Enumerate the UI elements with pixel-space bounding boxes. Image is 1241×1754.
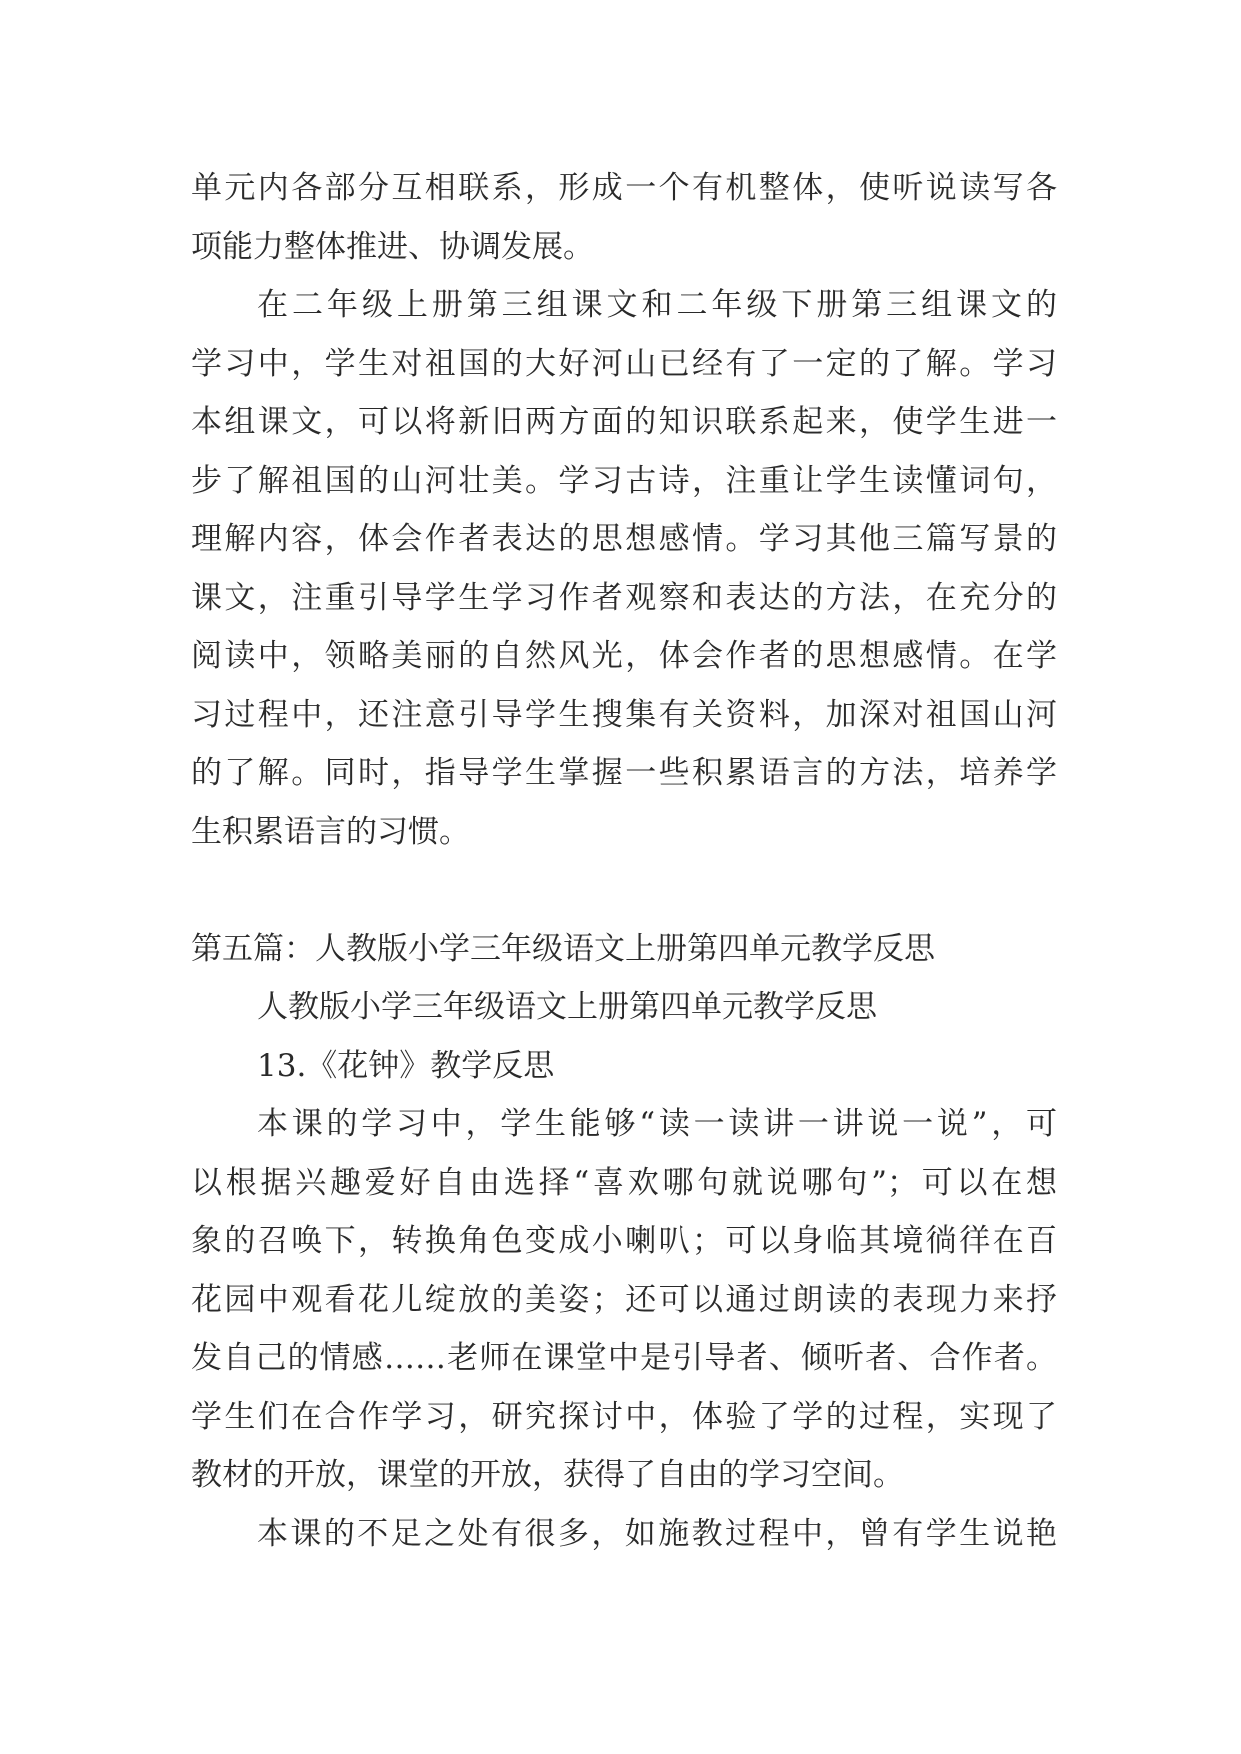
- paragraph-line: 习过程中，还注意引导学生搜集有关资料，加深对祖国山河: [191, 696, 1057, 733]
- paragraph-line: 项能力整体推进、协调发展。: [191, 228, 594, 265]
- paragraph: [191, 1095, 1057, 1505]
- paragraph-line: 理解内容，体会作者表达的思想感情。学习其他三篇写景的: [191, 521, 1057, 557]
- paragraph-line: 步了解祖国的山河壮美。学习古诗，注重让学生读懂词句，: [191, 462, 1057, 499]
- paragraph: [191, 159, 1057, 276]
- paragraph-line: 本组课文，可以将新旧两方面的知识联系起来，使学生进一: [191, 404, 1057, 440]
- lesson-title: 13.《花钟》教学反思: [257, 1047, 555, 1084]
- paragraph-line: 在二年级上册第三组课文和二年级下册第三组课文的: [257, 287, 1057, 323]
- blank-line: [191, 861, 1057, 920]
- paragraph-line: 以根据兴趣爱好自由选择“喜欢哪句就说哪句”；可以在想: [191, 1164, 1057, 1201]
- paragraph-line: 课文，注重引导学生学习作者观察和表达的方法，在充分的: [191, 579, 1057, 616]
- paragraph-line: 花园中观看花儿绽放的美姿；还可以通过朗读的表现力来抒: [191, 1281, 1057, 1318]
- paragraph-line: 本课的不足之处有很多，如施教过程中，曾有学生说艳: [257, 1515, 1057, 1552]
- paragraph-line: 生积累语言的习惯。: [191, 813, 470, 850]
- paragraph-line: 本课的学习中，学生能够“读一读讲一讲说一说”，可: [257, 1106, 1057, 1142]
- paragraph-line: 单元内各部分互相联系，形成一个有机整体，使听说读写各: [191, 170, 1057, 206]
- document-body: [191, 159, 1057, 1563]
- paragraph-line: 教材的开放，课堂的开放，获得了自由的学习空间。: [191, 1457, 904, 1493]
- article-title: 人教版小学三年级语文上册第四单元教学反思: [257, 989, 877, 1025]
- paragraph: [191, 276, 1057, 861]
- paragraph-line: 象的召唤下，转换角色变成小喇叭；可以身临其境徜徉在百: [191, 1223, 1057, 1259]
- paragraph-line: 学习中，学生对祖国的大好河山已经有了一定的了解。学习: [191, 345, 1057, 382]
- paragraph-line: 的了解。同时，指导学生掌握一些积累语言的方法，培养学: [191, 755, 1057, 791]
- paragraph-line: 发自己的情感……老师在课堂中是引导者、倾听者、合作者。: [191, 1340, 1057, 1376]
- paragraph-line: 学生们在合作学习，研究探讨中，体验了学的过程，实现了: [191, 1398, 1057, 1435]
- paragraph-line: 阅读中，领略美丽的自然风光，体会作者的思想感情。在学: [191, 638, 1057, 674]
- paragraph: [191, 1505, 1057, 1564]
- section-title: 第五篇：人教版小学三年级语文上册第四单元教学反思: [191, 930, 935, 967]
